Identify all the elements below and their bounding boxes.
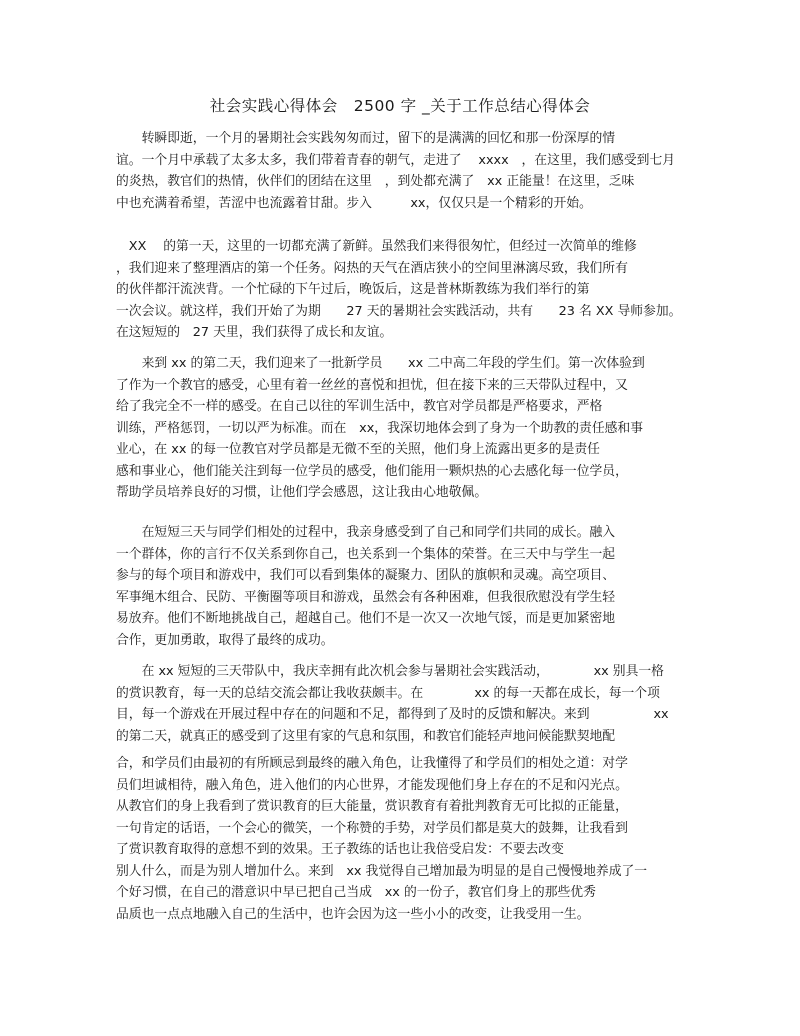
paragraph-line: XX 的第一天，这里的一切都充满了新鲜。虽然我们来得很匆忙，但经过一次简单的维修 (116, 239, 637, 254)
paragraph-line: 军事绳木组合、民防、平衡圈等项目和游戏，虽然会有各种困难，但我很欣慰没有学生轻 (116, 589, 616, 605)
paragraph-line: 训练，严格惩罚，一切以严为标准。而在 xx，我深切地体会到了身为一个助教的责任感和事 (116, 420, 644, 436)
paragraph-line: 一句肯定的话语，一个会心的微笑，一个称赞的手势，对学员们都是莫大的鼓舞，让我看到 (116, 820, 628, 836)
paragraph-4 (116, 522, 656, 651)
paragraph-1 (116, 128, 676, 214)
paragraph-line: 个好习惯，在自己的潜意识中早已把自己当成 xx 的一份子，教官们身上的那些优秀 (116, 885, 596, 900)
paragraph-line: 易放弃。他们不断地挑战自己，超越自己。他们不是一次又一次地气馁，而是更加紧密地 (116, 611, 616, 626)
paragraph-line: 谊。一个月中承载了太多太多，我们带着青春的朝气，走进了 xxxx ，在这里，我们感受到七月 (116, 152, 676, 168)
paragraph-line: 一个群体，你的言行不仅关系到你自己，也关系到一个集体的荣誉。在三天中与学生一起 (116, 546, 616, 562)
paragraph-line: 转瞬即逝，一个月的暑期社会实践匆匆而过，留下的是满满的回忆和那一份深厚的情 (116, 131, 616, 146)
paragraph-line: 的第二天，就真正的感受到了这里有家的气息和氛围，和教官们能轻声地问候能默契地配 (116, 728, 616, 744)
paragraph-3 (116, 353, 656, 504)
paragraph-line: 从教官们的身上我看到了赏识教育的巨大能量，赏识教育有着批判教育无可比拟的正能量， (116, 799, 628, 814)
paragraph-line: 合，和学员们由最初的有所顾忌到最终的融入角色，让我懂得了和学员们的相处之道：对学 (116, 756, 628, 771)
paragraph-line: 的赏识教育，每一天的总结交流会都让我收获颇丰。在 xx 的每一天都在成长，每一个项 (116, 685, 660, 701)
paragraph-line: 来到 xx 的第二天，我们迎来了一批新学员 xx 二中高二年段的学生们。第一次体验到 (116, 356, 645, 371)
paragraph-line: 在这短短的 27 天里，我们获得了成长和友谊。 (116, 325, 393, 340)
paragraph-6 (116, 753, 656, 925)
paragraph-line: 员们坦诚相待，融入角色，进入他们的内心世界，才能发现他们身上存在的不足和闪光点。 (116, 777, 628, 793)
paragraph-line: 的伙伴都汗流浃背。一个忙碌的下午过后，晚饭后，这是普林斯教练为我们举行的第 (116, 282, 590, 297)
paragraph-line: 在短短三天与同学们相处的过程中，我亲身感受到了自己和同学们共同的成长。融入 (116, 525, 616, 540)
document-title: 社会实践心得体会 2500 字 _关于工作总结心得体会 (209, 97, 591, 115)
paragraph-line: 感和事业心，他们能关注到每一位学员的感受，他们能用一颗炽热的心去感化每一位学员， (116, 463, 628, 479)
paragraph-line: 给了我完全不一样的感受。在自己以往的军训生活中，教官对学员都是严格要求，严格 (116, 399, 603, 414)
paragraph-line: 了赏识教育取得的意想不到的效果。王子教练的话也让我倍受启发：不要去改变 (116, 842, 564, 857)
paragraph-line: 在 xx 短短的三天带队中，我庆幸拥有此次机会参与暑期社会实践活动， xx 别具一格 (116, 664, 664, 679)
paragraph-line: 目，每一个游戏在开展过程中存在的问题和不足，都得到了及时的反馈和解决。来到 xx (116, 707, 669, 722)
paragraph-line: 参与的每个项目和游戏中，我们可以看到集体的凝聚力、团队的旗帜和灵魂。高空项目、 (116, 568, 616, 583)
paragraph-line: 了作为一个教官的感受，心里有着一丝丝的喜悦和担忧，但在接下来的三天带队过程中，又 (116, 377, 628, 393)
paragraph-line: 一次会议。就这样，我们开始了为期 27 天的暑期社会实践活动，共有 23 名 XX 导师参加。 (116, 303, 682, 319)
paragraph-line: 品质也一点点地融入自己的生活中，也许会因为这一些小小的改变，让我受用一生。 (116, 906, 590, 922)
paragraph-line: 帮助学员培养良好的习惯，让他们学会感恩，这让我由心地敬佩。 (116, 485, 488, 500)
paragraph-line: 别人什么，而是为别人增加什么。来到 xx 我觉得自己增加最为明显的是自己慢慢地养成了一 (116, 863, 648, 879)
paragraph-line: 的炎热，教官们的热情，伙伴们的团结在这里 ，到处都充满了 xx 正能量！在这里，乏味 (116, 174, 635, 189)
paragraph-line: 合作，更加勇敢，取得了最终的成功。 (116, 632, 334, 648)
paragraph-2 (116, 236, 682, 344)
paragraph-5 (116, 661, 669, 747)
paragraph-line: ，我们迎来了整理酒店的第一个任务。闷热的天气在酒店狭小的空间里淋漓尽致，我们所有 (116, 260, 628, 276)
paragraph-line: 中也充满着希望，苦涩中也流露着甘甜。步入 xx，仅仅只是一个精彩的开始。 (116, 195, 592, 211)
paragraph-line: 业心，在 xx 的每一位教官对学员都是无微不至的关照，他们身上流露出更多的是责任 (116, 442, 600, 457)
